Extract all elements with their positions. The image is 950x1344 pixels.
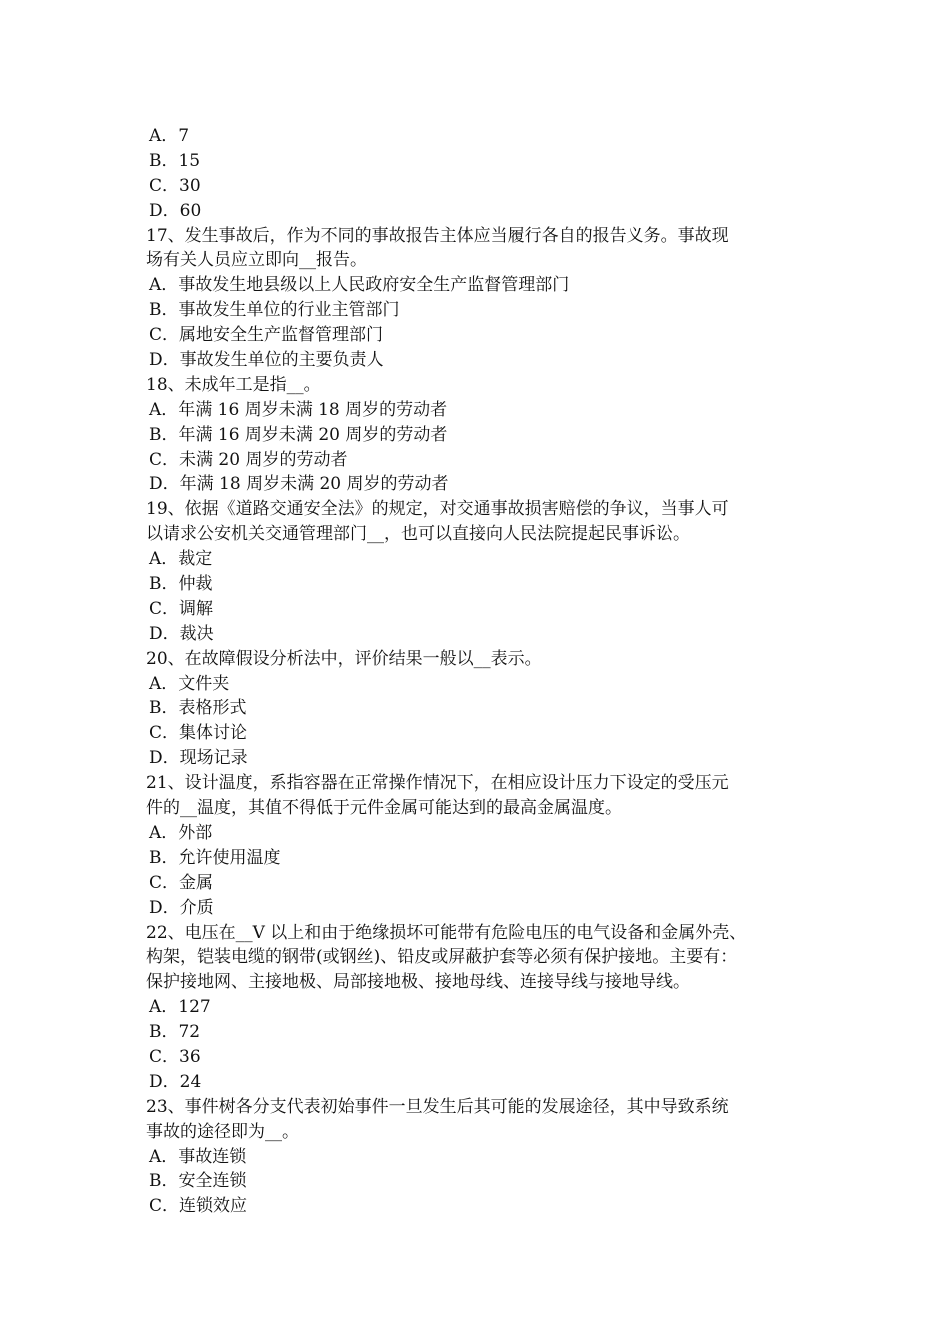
question-line: 构架，铠装电缆的钢带(或钢丝)、铅皮或屏蔽护套等必须有保护接地。主要有：	[146, 947, 738, 968]
option-line: A．文件夹	[149, 673, 230, 694]
option-line: D．60	[149, 200, 202, 221]
option-line: D．介质	[149, 897, 214, 918]
option-line: C．30	[149, 175, 201, 196]
option-line: B．15	[149, 150, 201, 171]
option-line: A．年满 16 周岁未满 18 周岁的劳动者	[149, 399, 448, 420]
question-line: 以请求公安机关交通管理部门__，也可以直接向人民法院提起民事诉讼。	[146, 524, 690, 545]
option-line: B．72	[149, 1022, 201, 1043]
option-line: D．现场记录	[149, 748, 248, 769]
question-line: 23、事件树各分支代表初始事件一旦发生后其可能的发展途径，其中导致系统	[146, 1096, 729, 1117]
question-line: 场有关人员应立即向__报告。	[146, 250, 367, 271]
option-line: B．事故发生单位的行业主管部门	[149, 300, 400, 321]
option-line: A．127	[149, 997, 211, 1018]
option-line: D．24	[149, 1071, 202, 1092]
question-line: 保护接地网、主接地极、局部接地极、接地母线、连接导线与接地导线。	[146, 972, 690, 993]
option-line: A．事故连锁	[149, 1146, 247, 1167]
option-line: C．属地安全生产监督管理部门	[149, 325, 384, 346]
option-line: C．集体讨论	[149, 723, 248, 744]
option-line: C．36	[149, 1046, 201, 1067]
document-page	[146, 124, 826, 1219]
option-line: A．事故发生地县级以上人民政府安全生产监督管理部门	[149, 275, 570, 296]
question-line: 20、在故障假设分析法中，评价结果一般以__表示。	[146, 648, 542, 669]
option-line: B．表格形式	[149, 698, 247, 719]
option-line: A．裁定	[149, 549, 213, 570]
option-line: D．年满 18 周岁未满 20 周岁的劳动者	[149, 474, 449, 495]
option-line: A．7	[149, 126, 190, 146]
option-line: D．事故发生单位的主要负责人	[149, 350, 384, 371]
option-line: C．金属	[149, 872, 214, 893]
question-line: 件的__温度，其值不得低于元件金属可能达到的最高金属温度。	[146, 798, 622, 819]
option-line: C．调解	[149, 598, 214, 619]
option-line: B．年满 16 周岁未满 20 周岁的劳动者	[149, 424, 448, 445]
question-line: 19、依据《道路交通安全法》的规定，对交通事故损害赔偿的争议，当事人可	[146, 499, 729, 520]
question-line: 事故的途径即为__。	[146, 1121, 299, 1142]
option-line: A．外部	[149, 822, 213, 843]
option-line: C．连锁效应	[149, 1196, 248, 1217]
question-line: 17、发生事故后，作为不同的事故报告主体应当履行各自的报告义务。事故现	[146, 225, 729, 246]
option-line: B．允许使用温度	[149, 847, 281, 868]
option-line: B．仲裁	[149, 574, 213, 595]
option-line: B．安全连锁	[149, 1171, 247, 1192]
question-line: 21、设计温度，系指容器在正常操作情况下，在相应设计压力下设定的受压元	[146, 773, 729, 794]
option-line: D．裁决	[149, 623, 214, 644]
question-line: 18、未成年工是指__。	[146, 374, 321, 395]
option-line: C．未满 20 周岁的劳动者	[149, 449, 348, 470]
question-line: 22、电压在__V 以上和由于绝缘损坏可能带有危险电压的电气设备和金属外壳、	[146, 922, 747, 943]
